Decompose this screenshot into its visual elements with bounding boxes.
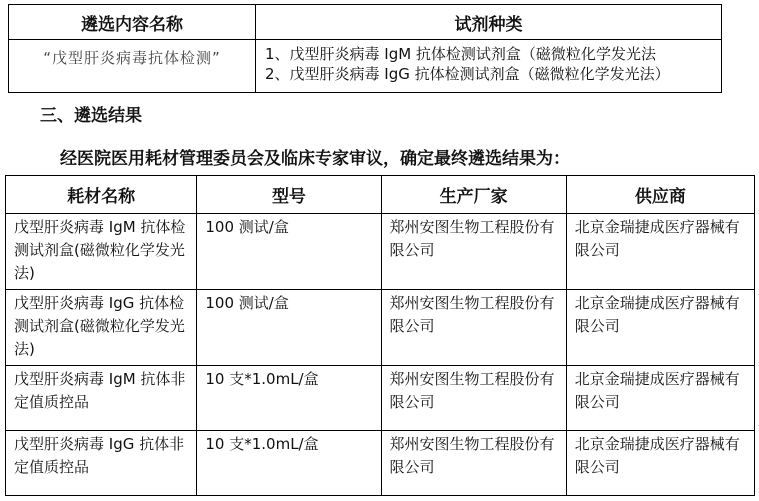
cell-model: 100 测试/盒 <box>197 290 381 366</box>
header-model: 型号 <box>197 176 381 214</box>
cell-model: 10 支*1.0mL/盒 <box>197 431 381 496</box>
cell-manufacturer: 郑州安图生物工程股份有限公司 <box>381 214 566 290</box>
summary-text: 经医院医用耗材管理委员会及临床专家审议，确定最终遴选结果为： <box>60 149 570 169</box>
content-name: “戊型肝炎病毒抗体检测” <box>43 49 221 67</box>
selection-header-row <box>9 5 722 40</box>
cell-supplier: 北京金瑞捷成医疗器械有限公司 <box>566 431 754 496</box>
reagent-item: 1、戊型肝炎病毒 IgM 抗体检测试剂盒（磁微粒化学发光法 <box>264 45 656 63</box>
header-reagent-type: 试剂种类 <box>255 5 721 40</box>
cell-model: 10 支*1.0mL/盒 <box>197 366 381 431</box>
cell-supplier: 北京金瑞捷成医疗器械有限公司 <box>566 366 754 431</box>
results-header-row <box>6 176 755 214</box>
section-heading: 三、遴选结果 <box>40 106 142 126</box>
header-content-name: 遴选内容名称 <box>9 5 256 40</box>
content-name-cell <box>9 40 256 93</box>
cell-supplier: 北京金瑞捷成医疗器械有限公司 <box>566 290 754 366</box>
header-supplier: 供应商 <box>566 176 754 214</box>
table-row <box>6 214 755 290</box>
cell-consumable-name: 戊型肝炎病毒 IgM 抗体非定值质控品 <box>6 366 197 431</box>
cell-supplier: 北京金瑞捷成医疗器械有限公司 <box>566 214 754 290</box>
reagent-item: 2、戊型肝炎病毒 IgG 抗体检测试剂盒（磁微粒化学发光法） <box>264 65 670 83</box>
cell-manufacturer: 郑州安图生物工程股份有限公司 <box>381 290 566 366</box>
table-row <box>6 431 755 496</box>
cell-manufacturer: 郑州安图生物工程股份有限公司 <box>381 431 566 496</box>
header-manufacturer: 生产厂家 <box>381 176 566 214</box>
table-row <box>6 366 755 431</box>
cell-model: 100 测试/盒 <box>197 214 381 290</box>
table-row <box>6 290 755 366</box>
selection-row <box>9 40 722 93</box>
header-consumable-name: 耗材名称 <box>6 176 197 214</box>
reagent-list-cell <box>255 40 721 93</box>
cell-manufacturer: 郑州安图生物工程股份有限公司 <box>381 366 566 431</box>
results-table <box>5 175 755 496</box>
cell-consumable-name: 戊型肝炎病毒 IgM 抗体检测试剂盒(磁微粒化学发光法) <box>6 214 197 290</box>
selection-table <box>8 4 722 93</box>
cell-consumable-name: 戊型肝炎病毒 IgG 抗体非定值质控品 <box>6 431 197 496</box>
cell-consumable-name: 戊型肝炎病毒 IgG 抗体检测试剂盒(磁微粒化学发光法) <box>6 290 197 366</box>
